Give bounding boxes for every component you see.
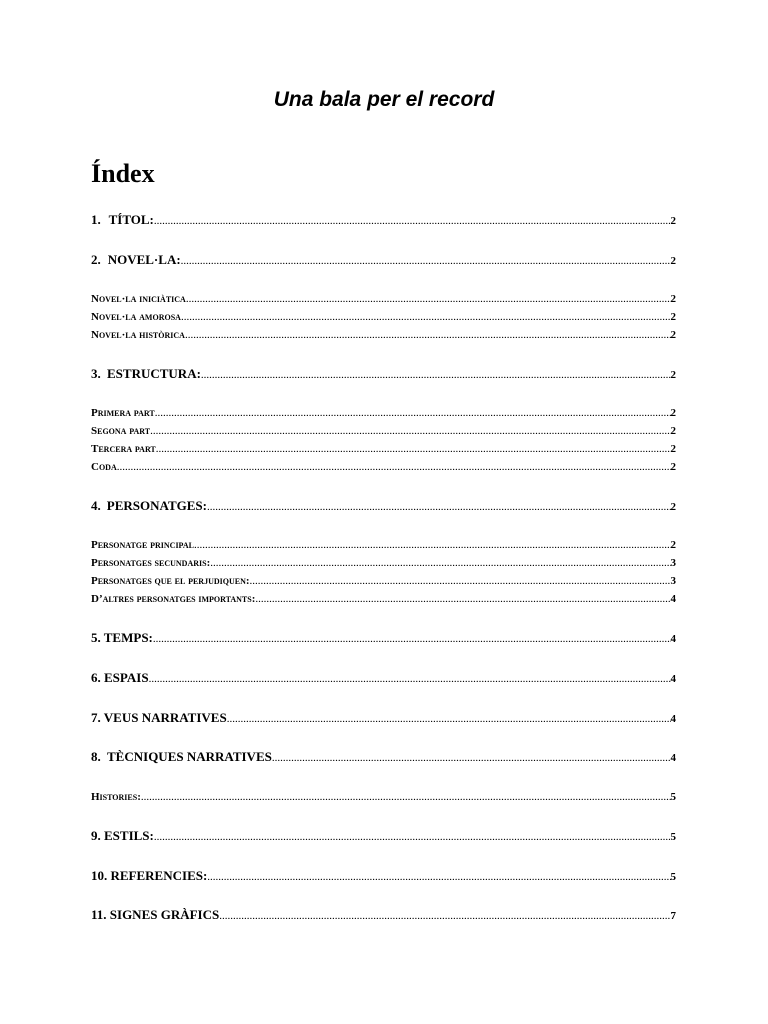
toc-entry-label: D’altres personatges importants: (91, 593, 256, 605)
toc-leader-dots (227, 711, 671, 727)
toc-entry-page: 5 (670, 871, 676, 883)
toc-entry-page: 4 (670, 752, 676, 764)
index-heading: Índex (91, 159, 155, 188)
toc-entry-page: 7 (670, 910, 676, 922)
toc-entry-label: Histories: (91, 791, 141, 803)
toc-entry-number: 3. (91, 366, 101, 381)
toc-entry-number: 1. (91, 212, 101, 227)
toc-leader-dots (141, 790, 671, 804)
toc-entry-personatge-principal[interactable] (91, 538, 676, 552)
toc-entry-novella[interactable] (91, 252, 676, 269)
toc-entry-page: 5 (670, 831, 676, 843)
document-title: Una bala per el record (273, 88, 495, 111)
toc-entry-page: 2 (670, 461, 676, 473)
toc-entry-label: 8. TÈCNIQUES NARRATIVES (91, 749, 272, 764)
toc-leader-dots (207, 869, 670, 885)
toc-leader-dots (150, 424, 670, 438)
toc-entry-personatges-secundaris[interactable] (91, 556, 676, 570)
toc-entry-number: 4. (91, 498, 101, 513)
toc-entry-label: Coda (91, 461, 117, 473)
toc-entry-label: Personatges secundaris: (91, 557, 211, 569)
toc-entry-page: 3 (670, 575, 676, 587)
toc-entry-label: Novel·la històrica (91, 329, 185, 341)
toc-entry-estils[interactable] (91, 828, 676, 845)
toc-entry-page: 2 (670, 539, 676, 551)
toc-leader-dots (154, 829, 671, 845)
toc-entry-label: ESTRUCTURA: (107, 366, 201, 381)
toc-leader-dots (181, 310, 671, 324)
toc-leader-dots (201, 367, 671, 383)
toc-entry-label: PERSONATGES: (106, 498, 207, 513)
toc-leader-dots (210, 556, 670, 570)
toc-leader-dots (153, 631, 671, 647)
toc-entry-page: 2 (670, 293, 676, 305)
toc-entry-titol[interactable] (91, 212, 676, 229)
toc-leader-dots (117, 460, 671, 474)
toc-entry-label: 11. SIGNES GRÀFICS (91, 907, 220, 922)
toc-entry-label: 9. ESTILS: (91, 828, 154, 843)
toc-entry-label: Personatge principal (91, 539, 194, 551)
toc-entry-tercera-part[interactable] (91, 442, 676, 456)
toc-entry-tecniques-narratives[interactable] (91, 749, 676, 766)
toc-entry-page: 2 (670, 369, 676, 381)
toc-entry-temps[interactable] (91, 630, 676, 647)
toc-leader-dots (194, 538, 671, 552)
toc-leader-dots (181, 253, 671, 269)
toc-leader-dots (272, 750, 671, 766)
toc-leader-dots (219, 908, 670, 924)
toc-entry-altres-personatges[interactable] (91, 592, 676, 606)
toc-entry-label: 10. REFERENCIES: (91, 868, 208, 883)
toc-leader-dots (154, 213, 671, 229)
toc-leader-dots (149, 671, 671, 687)
toc-entry-page: 2 (670, 329, 676, 341)
toc-entry-personatges[interactable] (91, 498, 676, 515)
toc-leader-dots (255, 592, 670, 606)
toc-entry-segona-part[interactable] (91, 424, 676, 438)
toc-entry-personatges-perjudiquen[interactable] (91, 574, 676, 588)
toc-leader-dots (185, 328, 671, 342)
toc-entry-label: Personatges que el perjudiquen: (91, 575, 250, 587)
toc-entry-label: Novel·la amorosa (91, 311, 181, 323)
toc-leader-dots (250, 574, 671, 588)
toc-entry-label: 5. TEMPS: (91, 630, 153, 645)
toc-entry-number: 2. (91, 252, 101, 267)
toc-entry-page: 5 (670, 791, 676, 803)
toc-leader-dots (186, 292, 671, 306)
toc-entry-label: Primera part (91, 407, 155, 419)
toc-entry-referencies[interactable] (91, 868, 676, 885)
toc-leader-dots (207, 499, 671, 515)
toc-leader-dots (156, 442, 671, 456)
toc-entry-espais[interactable] (91, 670, 676, 687)
toc-entry-label: TÍTOL: (108, 212, 154, 227)
toc-entry-page: 4 (670, 593, 676, 605)
toc-entry-page: 2 (670, 407, 676, 419)
toc-entry-page: 2 (670, 501, 676, 513)
toc-entry-histories[interactable] (91, 790, 676, 804)
toc-leader-dots (155, 406, 671, 420)
toc-entry-label: Segona part (91, 425, 151, 437)
toc-entry-page: 2 (670, 255, 676, 267)
toc-entry-novella-iniciatica[interactable] (91, 292, 676, 306)
toc-entry-label: Novel·la iniciàtica (91, 293, 186, 305)
toc-entry-veus-narratives[interactable] (91, 710, 676, 727)
toc-entry-label: NOVEL·LA: (107, 252, 181, 267)
toc-entry-signes-grafics[interactable] (91, 907, 676, 924)
toc-entry-page: 2 (670, 443, 676, 455)
toc-entry-label: Tercera part (91, 443, 156, 455)
toc-entry-estructura[interactable] (91, 366, 676, 383)
toc-entry-label: 6. ESPAIS (91, 670, 149, 685)
toc-entry-page: 4 (670, 633, 676, 645)
toc-entry-page: 3 (670, 557, 676, 569)
toc-entry-coda[interactable] (91, 460, 676, 474)
toc-entry-page: 4 (670, 673, 676, 685)
toc-entry-page: 2 (670, 215, 676, 227)
toc-entry-label: 7. VEUS NARRATIVES (91, 710, 227, 725)
toc-entry-page: 2 (670, 425, 676, 437)
toc-entry-primera-part[interactable] (91, 406, 676, 420)
toc-entry-novella-historica[interactable] (91, 328, 676, 342)
toc-entry-page: 4 (670, 713, 676, 725)
toc-entry-novella-amorosa[interactable] (91, 310, 676, 324)
toc-entry-page: 2 (670, 311, 676, 323)
